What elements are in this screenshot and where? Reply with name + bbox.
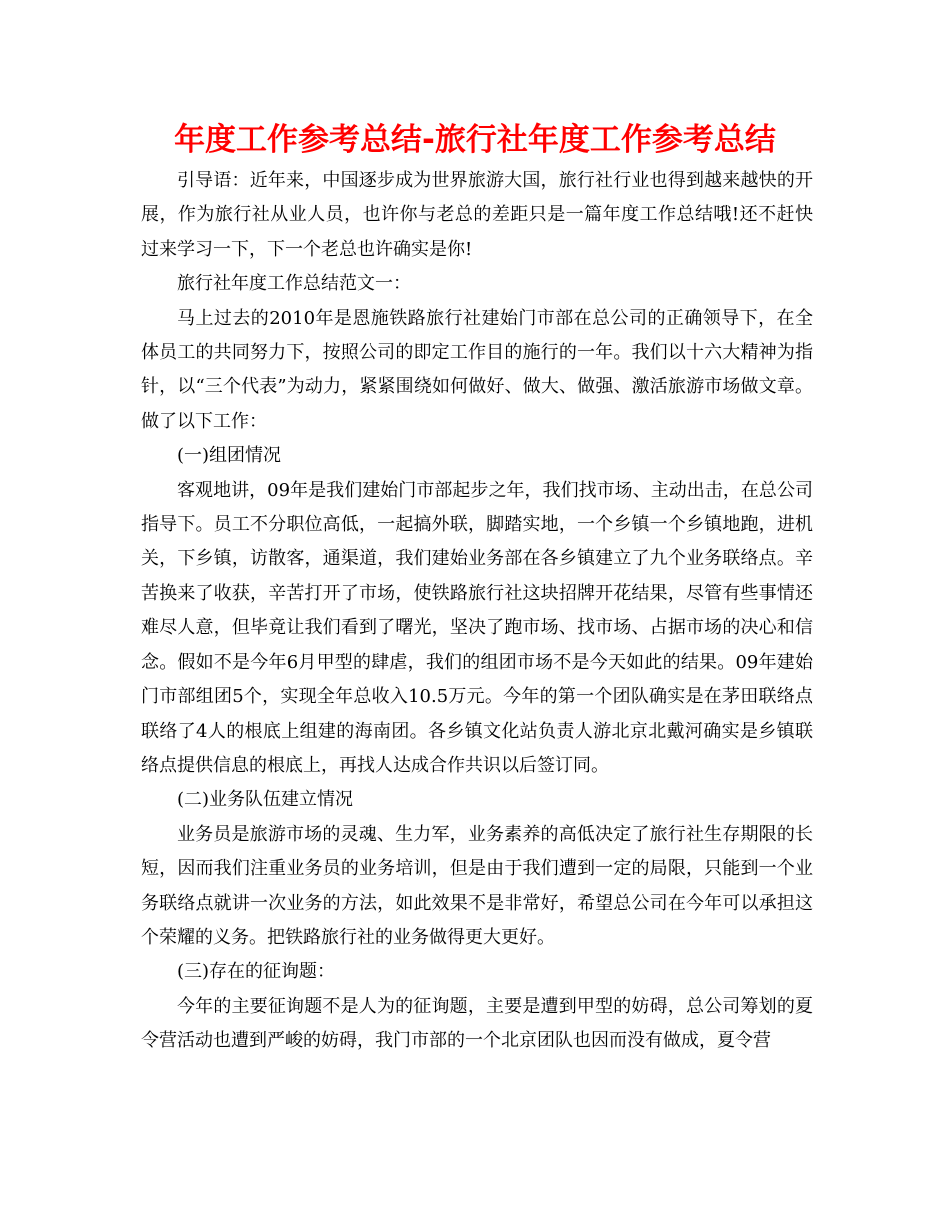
document-title: 年度工作参考总结-旅行社年度工作参考总结 [174,122,776,158]
document-body [141,164,813,1059]
overview-paragraph: 马上过去的2010年是恩施铁路旅行社建始门市部在总公司的正确领导下，在全体员工的共同努力下，按照公司的即定工作目的施行的一年。我们以十六大精神为指针，以“三个代表”为动力，紧紧围绕如何做好、做大、做强、激活旅游市场做文章。做了以下工作： [141,307,813,432]
group-tours-paragraph: 客观地讲，09年是我们建始门市部起步之年，我们找市场、主动出击，在总公司指导下。员工不分职位高低，一起搞外联，脚踏实地，一个乡镇一个乡镇地跑，进机关，下乡镇，访散客，通渠道，我们建始业务部在各乡镇建立了九个业务联络点。辛苦换来了收获，辛苦打开了市场，使铁路旅行社这块招牌开花结果，尽管有些事情还难尽人意，但毕竟让我们看到了曙光，坚决了跑市场、找市场、占据市场的决心和信念。假如不是今年6月甲型的肆虐，我们的组团市场不是今天如此的结果。09年建始门市部组团5个，实现全年总收入10.5万元。今年的第一个团队确实是在茅田联络点联络了4人的根底上组建的海南团。各乡镇文化站负责人游北京北戴河确实是乡镇联络点提供信息的根底上，再找人达成合作共识以后签订同。 [141,479,813,776]
section-heading-group-tours: (一)组团情况 [177,445,282,467]
intro-paragraph: 引导语：近年来，中国逐步成为世界旅游大国，旅行社行业也得到越来越快的开展，作为旅行社从业人员，也许你与老总的差距只是一篇年度工作总结哦!还不赶快过来学习一下，下一个老总也许确实是你! [141,170,813,260]
problems-paragraph: 今年的主要征询题不是人为的征询题，主要是遭到甲型的妨碍，总公司筹划的夏令营活动也遭到严峻的妨碍，我门市部的一个北京团队也因而没有做成，夏令营 [141,995,813,1052]
section-heading-problems: (三)存在的征询题： [177,961,336,983]
team-building-paragraph: 业务员是旅游市场的灵魂、生力军，业务素养的高低决定了旅行社生存期限的长短，因而我们注重业务员的业务培训，但是由于我们遭到一定的局限，只能到一个业务联络点就讲一次业务的方法，如此效果不是非常好，希望总公司在今年可以承担这个荣耀的义务。把铁路旅行社的业务做得更大更好。 [141,823,813,948]
section-heading-sample-one: 旅行社年度工作总结范文一： [177,273,411,295]
section-heading-team-building: (二)业务队伍建立情况 [177,789,354,811]
